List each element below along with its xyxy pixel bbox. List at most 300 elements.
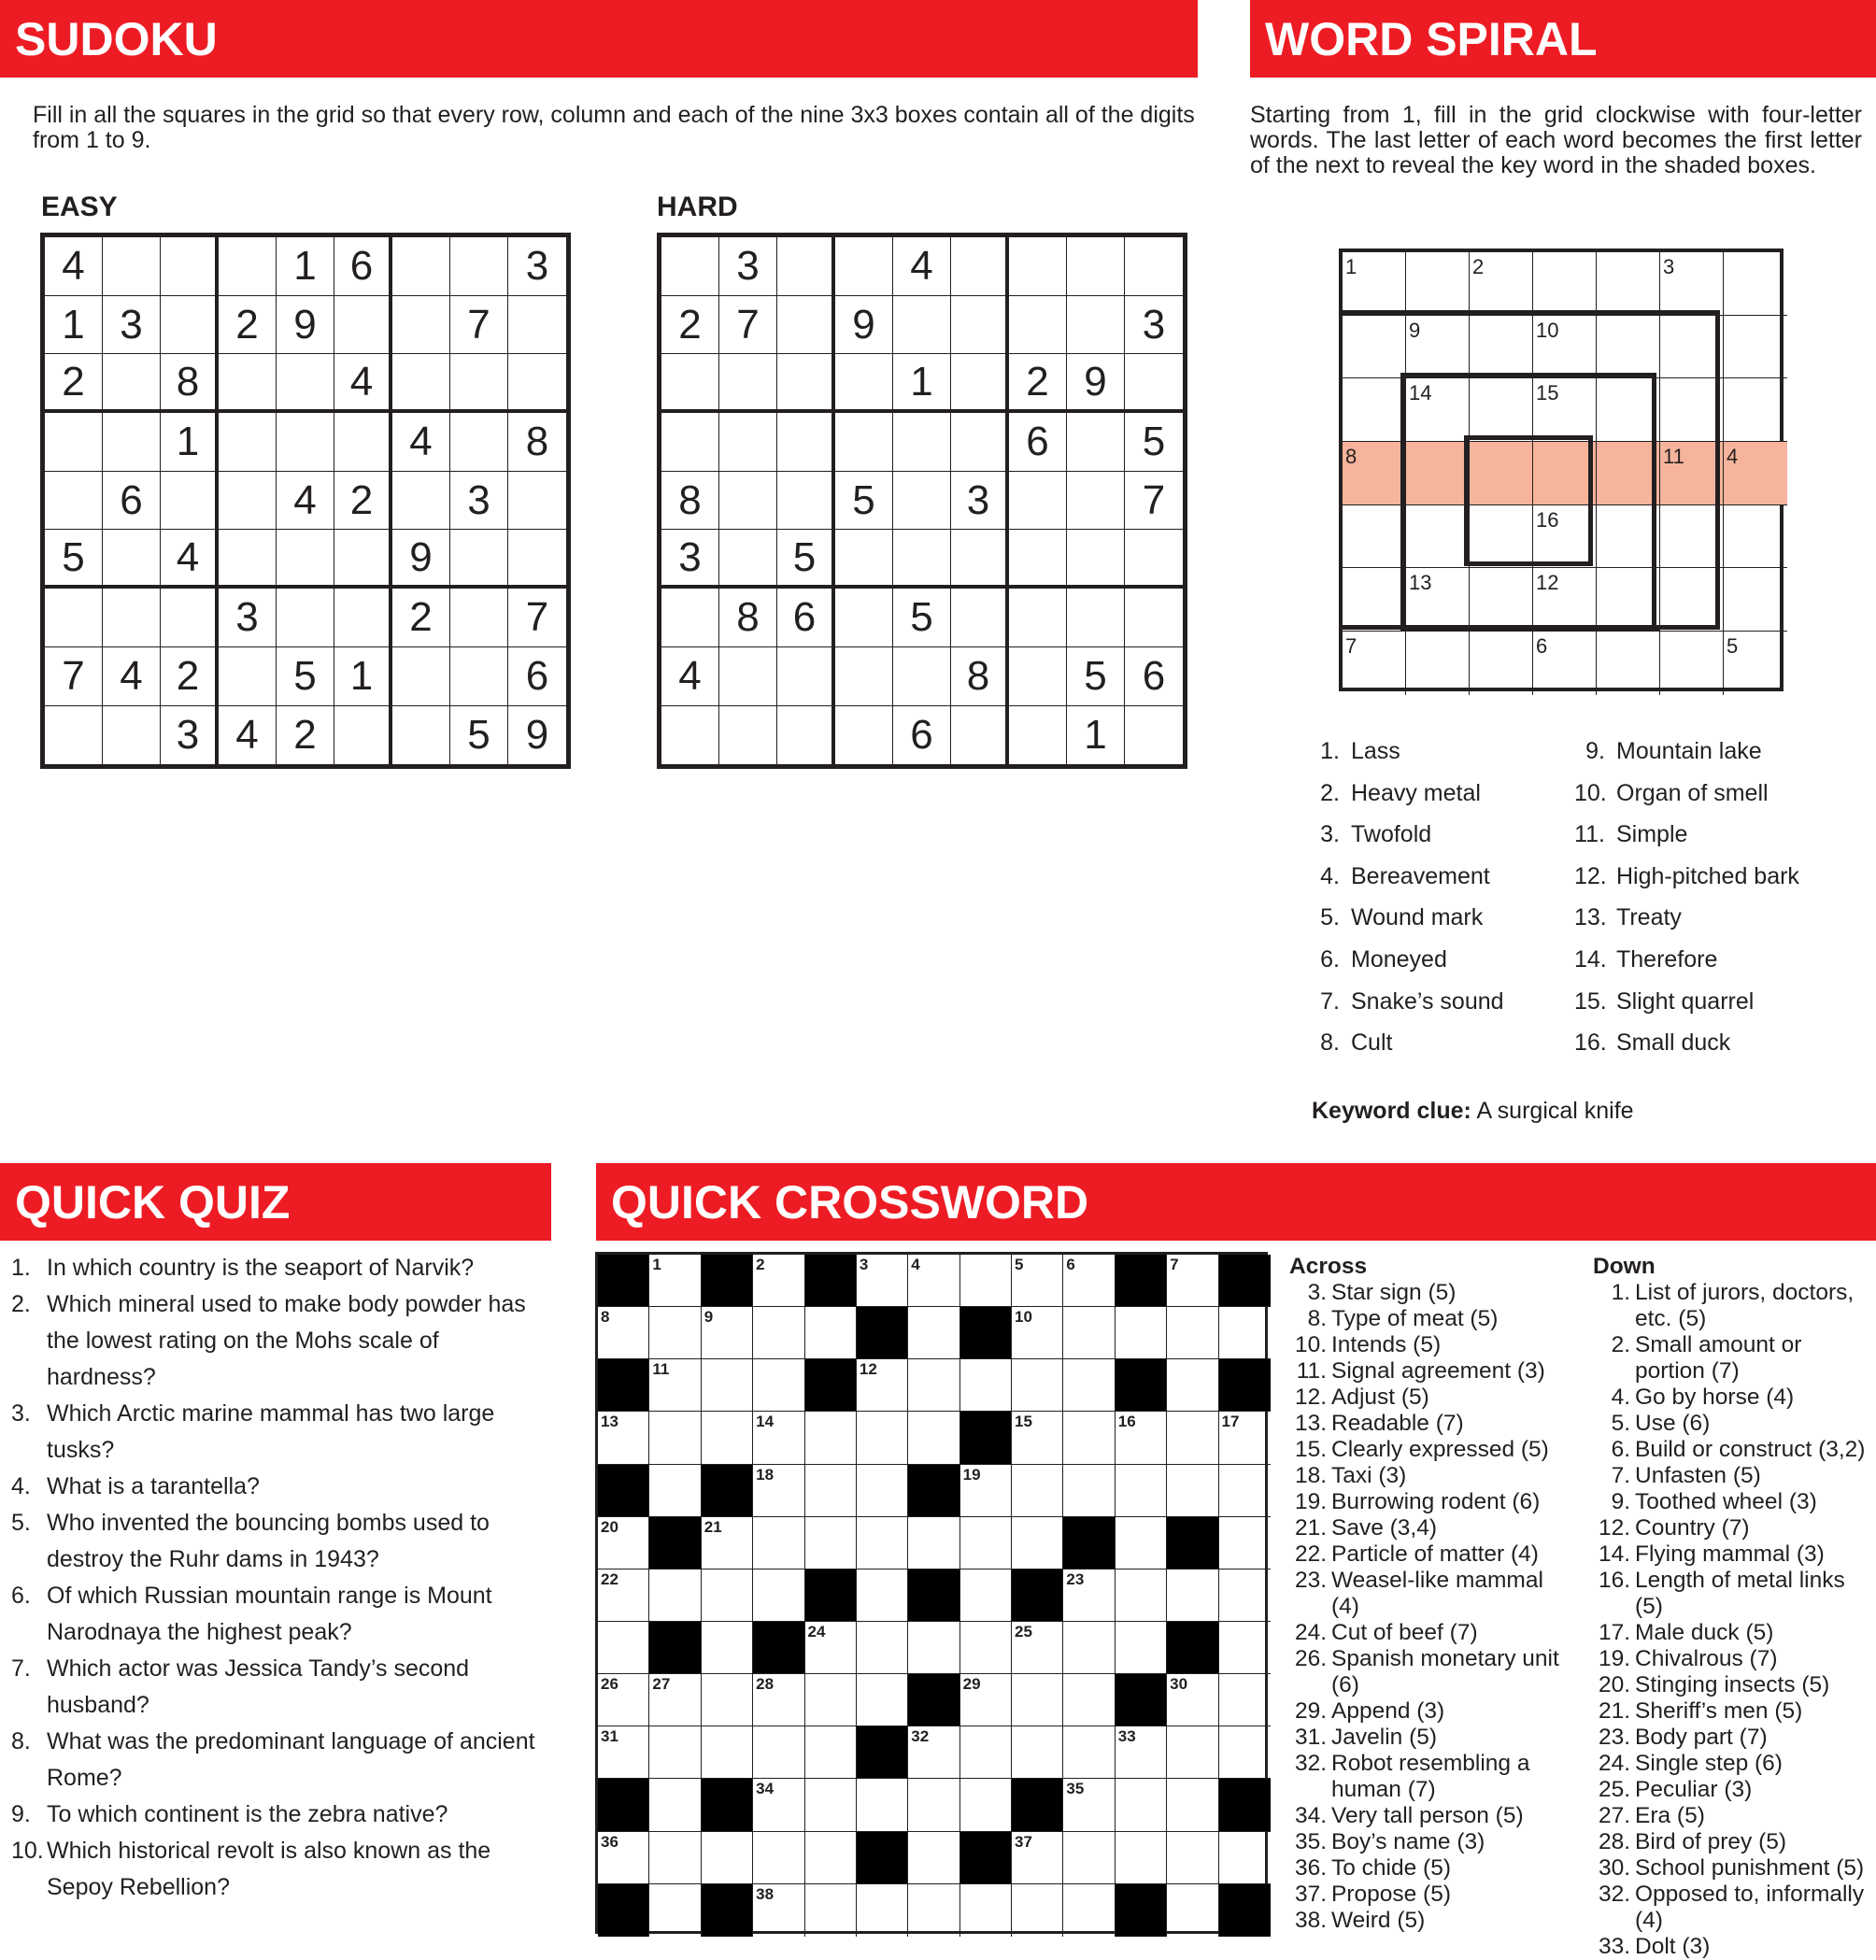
sudoku-cell[interactable]: 2 <box>277 706 334 765</box>
spiral-cell[interactable] <box>1533 252 1597 316</box>
crossword-cell[interactable] <box>702 1412 753 1464</box>
crossword-cell[interactable] <box>598 1517 649 1569</box>
sudoku-cell[interactable]: 5 <box>45 530 103 589</box>
crossword-cell[interactable] <box>702 1622 753 1674</box>
sudoku-cell[interactable] <box>277 530 334 589</box>
crossword-cell[interactable] <box>702 1569 753 1622</box>
spiral-cell[interactable] <box>1660 442 1724 505</box>
crossword-cell[interactable] <box>805 1726 857 1779</box>
crossword-cell[interactable] <box>1167 1412 1218 1464</box>
crossword-cell[interactable] <box>598 1412 649 1464</box>
crossword-cell[interactable] <box>753 1255 804 1307</box>
crossword-cell[interactable] <box>598 1622 649 1674</box>
sudoku-cell[interactable] <box>392 237 450 296</box>
sudoku-cell[interactable]: 3 <box>508 237 566 296</box>
sudoku-cell[interactable]: 3 <box>450 472 508 531</box>
sudoku-cell[interactable] <box>508 530 566 589</box>
crossword-cell[interactable] <box>857 1779 908 1831</box>
sudoku-cell[interactable] <box>893 647 951 706</box>
crossword-cell[interactable] <box>857 1622 908 1674</box>
crossword-cell[interactable] <box>753 1517 804 1569</box>
spiral-cell[interactable] <box>1470 632 1533 695</box>
spiral-cell[interactable] <box>1406 378 1470 442</box>
crossword-cell[interactable] <box>1167 1307 1218 1359</box>
crossword-cell[interactable] <box>1219 1622 1271 1674</box>
sudoku-cell[interactable] <box>508 472 566 531</box>
sudoku-cell[interactable]: 7 <box>719 296 777 355</box>
spiral-cell[interactable] <box>1343 505 1406 569</box>
crossword-cell[interactable] <box>960 1726 1012 1779</box>
sudoku-cell[interactable]: 7 <box>508 589 566 647</box>
crossword-cell[interactable] <box>1219 1569 1271 1622</box>
crossword-cell[interactable] <box>702 1359 753 1412</box>
crossword-cell[interactable] <box>1167 1674 1218 1726</box>
sudoku-cell[interactable] <box>103 589 161 647</box>
crossword-cell[interactable] <box>805 1465 857 1517</box>
spiral-cell[interactable] <box>1724 316 1787 379</box>
sudoku-cell[interactable] <box>893 296 951 355</box>
sudoku-cell[interactable] <box>450 589 508 647</box>
crossword-cell[interactable] <box>649 1884 701 1937</box>
spiral-cell[interactable] <box>1343 378 1406 442</box>
crossword-cell[interactable] <box>1012 1359 1063 1412</box>
spiral-cell[interactable] <box>1470 378 1533 442</box>
crossword-cell[interactable] <box>1219 1726 1271 1779</box>
sudoku-cell[interactable]: 5 <box>1125 413 1183 472</box>
crossword-cell[interactable] <box>1063 1359 1115 1412</box>
sudoku-cell[interactable] <box>777 472 835 531</box>
crossword-cell[interactable] <box>1116 1517 1167 1569</box>
sudoku-cell[interactable] <box>1067 589 1125 647</box>
spiral-cell[interactable] <box>1406 568 1470 632</box>
sudoku-cell[interactable] <box>1067 413 1125 472</box>
sudoku-cell[interactable]: 8 <box>719 589 777 647</box>
spiral-cell[interactable] <box>1533 568 1597 632</box>
crossword-cell[interactable] <box>753 1779 804 1831</box>
crossword-cell[interactable] <box>908 1779 959 1831</box>
sudoku-cell[interactable]: 2 <box>161 647 219 706</box>
sudoku-cell[interactable] <box>777 647 835 706</box>
sudoku-cell[interactable] <box>392 296 450 355</box>
spiral-cell[interactable] <box>1660 316 1724 379</box>
sudoku-cell[interactable]: 7 <box>1125 472 1183 531</box>
crossword-cell[interactable] <box>1012 1674 1063 1726</box>
crossword-cell[interactable] <box>598 1674 649 1726</box>
crossword-cell[interactable] <box>1167 1726 1218 1779</box>
crossword-cell[interactable] <box>1116 1832 1167 1884</box>
crossword-cell[interactable] <box>1219 1307 1271 1359</box>
spiral-cell[interactable] <box>1343 632 1406 695</box>
spiral-cell[interactable] <box>1724 505 1787 569</box>
sudoku-cell[interactable]: 4 <box>219 706 277 765</box>
crossword-cell[interactable] <box>960 1517 1012 1569</box>
sudoku-cell[interactable] <box>219 237 277 296</box>
sudoku-cell[interactable] <box>661 589 719 647</box>
sudoku-cell[interactable]: 1 <box>893 354 951 413</box>
sudoku-cell[interactable] <box>1125 589 1183 647</box>
crossword-cell[interactable] <box>1063 1465 1115 1517</box>
spiral-cell[interactable] <box>1724 632 1787 695</box>
spiral-cell[interactable] <box>1470 505 1533 569</box>
spiral-cell[interactable] <box>1533 632 1597 695</box>
crossword-cell[interactable] <box>1167 1832 1218 1884</box>
sudoku-cell[interactable] <box>103 354 161 413</box>
crossword-cell[interactable] <box>649 1307 701 1359</box>
crossword-cell[interactable] <box>857 1884 908 1937</box>
sudoku-cell[interactable]: 5 <box>277 647 334 706</box>
crossword-cell[interactable] <box>1063 1569 1115 1622</box>
crossword-cell[interactable] <box>857 1412 908 1464</box>
crossword-cell[interactable] <box>1116 1726 1167 1779</box>
sudoku-cell[interactable] <box>1009 647 1067 706</box>
sudoku-cell[interactable] <box>661 354 719 413</box>
sudoku-cell[interactable] <box>1009 530 1067 589</box>
sudoku-cell[interactable] <box>219 530 277 589</box>
sudoku-cell[interactable] <box>951 354 1009 413</box>
sudoku-cell[interactable] <box>835 413 893 472</box>
crossword-cell[interactable] <box>805 1517 857 1569</box>
sudoku-cell[interactable]: 7 <box>450 296 508 355</box>
crossword-cell[interactable] <box>1012 1307 1063 1359</box>
crossword-cell[interactable] <box>753 1465 804 1517</box>
crossword-cell[interactable] <box>805 1412 857 1464</box>
crossword-cell[interactable] <box>805 1832 857 1884</box>
sudoku-cell[interactable]: 9 <box>525 711 549 758</box>
sudoku-cell[interactable] <box>951 589 1009 647</box>
sudoku-cell[interactable]: 8 <box>161 354 219 413</box>
crossword-cell[interactable] <box>649 1255 701 1307</box>
crossword-cell[interactable] <box>702 1307 753 1359</box>
sudoku-cell[interactable]: 8 <box>951 647 1009 706</box>
sudoku-cell[interactable]: 3 <box>719 237 777 296</box>
sudoku-cell[interactable]: 4 <box>334 354 392 413</box>
sudoku-cell[interactable]: 1 <box>45 296 103 355</box>
sudoku-cell[interactable] <box>1125 237 1183 296</box>
sudoku-cell[interactable] <box>392 706 450 765</box>
crossword-cell[interactable] <box>960 1255 1012 1307</box>
crossword-cell[interactable] <box>1167 1779 1218 1831</box>
crossword-cell[interactable] <box>1167 1359 1218 1412</box>
crossword-cell[interactable] <box>1219 1517 1271 1569</box>
spiral-cell[interactable] <box>1597 632 1660 695</box>
sudoku-cell[interactable] <box>835 354 893 413</box>
sudoku-cell[interactable]: 9 <box>835 296 893 355</box>
crossword-cell[interactable] <box>1063 1622 1115 1674</box>
crossword-cell[interactable] <box>908 1726 959 1779</box>
crossword-cell[interactable] <box>857 1517 908 1569</box>
crossword-cell[interactable] <box>649 1779 701 1831</box>
crossword-cell[interactable] <box>702 1674 753 1726</box>
crossword-cell[interactable] <box>598 1726 649 1779</box>
sudoku-cell[interactable] <box>219 472 277 531</box>
crossword-cell[interactable] <box>598 1832 649 1884</box>
sudoku-cell[interactable] <box>835 647 893 706</box>
spiral-cell[interactable] <box>1406 252 1470 316</box>
sudoku-cell[interactable]: 4 <box>392 413 450 472</box>
sudoku-cell[interactable]: 4 <box>103 647 161 706</box>
sudoku-cell[interactable] <box>103 413 161 472</box>
sudoku-cell[interactable] <box>1009 472 1067 531</box>
sudoku-cell[interactable] <box>1125 706 1183 765</box>
sudoku-cell[interactable] <box>835 706 893 765</box>
sudoku-cell[interactable]: 5 <box>835 472 893 531</box>
sudoku-cell[interactable] <box>508 296 566 355</box>
crossword-cell[interactable] <box>805 1307 857 1359</box>
sudoku-cell[interactable] <box>835 530 893 589</box>
spiral-cell[interactable] <box>1470 252 1533 316</box>
crossword-cell[interactable] <box>1116 1465 1167 1517</box>
crossword-cell[interactable] <box>1012 1517 1063 1569</box>
sudoku-cell[interactable] <box>334 296 392 355</box>
sudoku-cell[interactable]: 1 <box>161 413 219 472</box>
crossword-cell[interactable] <box>1116 1622 1167 1674</box>
spiral-cell[interactable] <box>1597 316 1660 379</box>
sudoku-cell[interactable]: 8 <box>661 472 719 531</box>
sudoku-cell[interactable] <box>103 530 161 589</box>
crossword-cell[interactable] <box>1116 1779 1167 1831</box>
sudoku-cell[interactable] <box>661 237 719 296</box>
spiral-cell[interactable] <box>1343 568 1406 632</box>
crossword-cell[interactable] <box>1063 1255 1115 1307</box>
sudoku-cell[interactable] <box>103 237 161 296</box>
crossword-cell[interactable] <box>753 1359 804 1412</box>
crossword-cell[interactable] <box>1116 1569 1167 1622</box>
crossword-cell[interactable] <box>1012 1726 1063 1779</box>
crossword-cell[interactable] <box>960 1569 1012 1622</box>
sudoku-cell[interactable] <box>334 589 392 647</box>
crossword-cell[interactable] <box>649 1359 701 1412</box>
spiral-cell[interactable] <box>1470 316 1533 379</box>
sudoku-cell[interactable] <box>1009 589 1067 647</box>
crossword-cell[interactable] <box>1063 1726 1115 1779</box>
sudoku-cell[interactable]: 2 <box>1009 354 1067 413</box>
spiral-cell[interactable] <box>1533 378 1597 442</box>
crossword-cell[interactable] <box>753 1569 804 1622</box>
sudoku-cell[interactable] <box>161 296 219 355</box>
sudoku-cell[interactable] <box>1009 237 1067 296</box>
crossword-cell[interactable] <box>908 1412 959 1464</box>
spiral-cell[interactable] <box>1343 316 1406 379</box>
sudoku-cell[interactable] <box>161 589 219 647</box>
crossword-cell[interactable] <box>960 1622 1012 1674</box>
spiral-cell[interactable] <box>1724 568 1787 632</box>
sudoku-cell[interactable] <box>508 354 566 413</box>
spiral-cell[interactable] <box>1660 568 1724 632</box>
sudoku-cell[interactable]: 3 <box>161 706 219 765</box>
spiral-cell[interactable] <box>1597 378 1660 442</box>
sudoku-cell[interactable]: 6 <box>334 237 392 296</box>
spiral-cell[interactable] <box>1406 442 1470 505</box>
sudoku-cell[interactable]: 9 <box>277 296 334 355</box>
crossword-cell[interactable] <box>805 1884 857 1937</box>
sudoku-cell[interactable]: 4 <box>277 472 334 531</box>
sudoku-cell[interactable]: 6 <box>777 589 835 647</box>
crossword-cell[interactable] <box>1167 1884 1218 1937</box>
crossword-cell[interactable] <box>1012 1622 1063 1674</box>
sudoku-cell[interactable] <box>45 413 103 472</box>
sudoku-cell[interactable] <box>450 647 508 706</box>
spiral-cell[interactable] <box>1470 442 1533 505</box>
crossword-cell[interactable] <box>1012 1832 1063 1884</box>
crossword-cell[interactable] <box>857 1465 908 1517</box>
crossword-cell[interactable] <box>1167 1255 1218 1307</box>
crossword-cell[interactable] <box>1219 1465 1271 1517</box>
crossword-cell[interactable] <box>805 1674 857 1726</box>
sudoku-cell[interactable] <box>334 530 392 589</box>
spiral-cell[interactable] <box>1470 568 1533 632</box>
sudoku-cell[interactable]: 3 <box>951 472 1009 531</box>
spiral-cell[interactable] <box>1724 252 1787 316</box>
spiral-cell[interactable] <box>1533 442 1597 505</box>
sudoku-cell[interactable] <box>392 472 450 531</box>
sudoku-cell[interactable]: 4 <box>661 647 719 706</box>
crossword-cell[interactable] <box>908 1884 959 1937</box>
sudoku-cell[interactable]: 3 <box>219 589 277 647</box>
crossword-cell[interactable] <box>960 1465 1012 1517</box>
sudoku-cell[interactable]: 3 <box>103 296 161 355</box>
sudoku-cell[interactable] <box>893 530 951 589</box>
crossword-cell[interactable] <box>1116 1307 1167 1359</box>
sudoku-cell[interactable] <box>1125 354 1183 413</box>
crossword-cell[interactable] <box>753 1726 804 1779</box>
sudoku-cell[interactable] <box>661 706 719 765</box>
sudoku-cell[interactable] <box>277 354 334 413</box>
sudoku-cell[interactable] <box>777 413 835 472</box>
sudoku-cell[interactable]: 5 <box>893 589 951 647</box>
spiral-cell[interactable] <box>1597 568 1660 632</box>
sudoku-cell[interactable]: 6 <box>1009 413 1067 472</box>
sudoku-cell[interactable]: 3 <box>1125 296 1183 355</box>
crossword-cell[interactable] <box>649 1465 701 1517</box>
sudoku-cell[interactable] <box>719 647 777 706</box>
sudoku-cell[interactable]: 2 <box>219 296 277 355</box>
crossword-cell[interactable] <box>908 1832 959 1884</box>
crossword-cell[interactable] <box>1219 1412 1271 1464</box>
sudoku-cell[interactable] <box>1009 296 1067 355</box>
crossword-cell[interactable] <box>1116 1412 1167 1464</box>
crossword-cell[interactable] <box>805 1622 857 1674</box>
sudoku-cell[interactable] <box>1067 296 1125 355</box>
crossword-cell[interactable] <box>908 1622 959 1674</box>
crossword-cell[interactable] <box>908 1517 959 1569</box>
crossword-cell[interactable] <box>805 1779 857 1831</box>
sudoku-cell[interactable]: 5 <box>777 530 835 589</box>
spiral-cell[interactable] <box>1597 505 1660 569</box>
sudoku-cell[interactable] <box>219 354 277 413</box>
sudoku-cell[interactable] <box>719 530 777 589</box>
sudoku-cell[interactable] <box>450 413 508 472</box>
sudoku-cell[interactable]: 2 <box>45 354 103 413</box>
sudoku-cell[interactable]: 6 <box>508 647 566 706</box>
sudoku-cell[interactable] <box>951 237 1009 296</box>
sudoku-cell[interactable] <box>719 354 777 413</box>
sudoku-cell[interactable] <box>392 647 450 706</box>
sudoku-cell[interactable]: 1 <box>334 647 392 706</box>
crossword-cell[interactable] <box>960 1779 1012 1831</box>
sudoku-cell[interactable] <box>103 706 161 765</box>
crossword-cell[interactable] <box>1063 1307 1115 1359</box>
crossword-cell[interactable] <box>753 1832 804 1884</box>
spiral-cell[interactable] <box>1660 632 1724 695</box>
crossword-cell[interactable] <box>598 1569 649 1622</box>
spiral-cell[interactable] <box>1406 505 1470 569</box>
sudoku-cell[interactable]: 4 <box>45 237 103 296</box>
crossword-cell[interactable] <box>1167 1465 1218 1517</box>
crossword-cell[interactable] <box>908 1307 959 1359</box>
crossword-cell[interactable] <box>753 1884 804 1937</box>
sudoku-cell[interactable]: 2 <box>334 472 392 531</box>
sudoku-cell[interactable] <box>951 530 1009 589</box>
crossword-cell[interactable] <box>649 1726 701 1779</box>
crossword-cell[interactable] <box>857 1569 908 1622</box>
sudoku-cell[interactable] <box>719 706 777 765</box>
sudoku-cell[interactable] <box>777 706 835 765</box>
crossword-cell[interactable] <box>1063 1884 1115 1937</box>
sudoku-cell[interactable]: 6 <box>103 472 161 531</box>
crossword-cell[interactable] <box>753 1412 804 1464</box>
spiral-cell[interactable] <box>1724 378 1787 442</box>
sudoku-cell[interactable] <box>277 413 334 472</box>
spiral-cell[interactable] <box>1343 442 1406 505</box>
crossword-cell[interactable] <box>702 1832 753 1884</box>
spiral-cell[interactable] <box>1406 632 1470 695</box>
sudoku-cell[interactable]: 6 <box>893 706 951 765</box>
sudoku-cell[interactable]: 2 <box>392 589 450 647</box>
crossword-cell[interactable] <box>649 1412 701 1464</box>
spiral-cell[interactable] <box>1533 505 1597 569</box>
crossword-cell[interactable] <box>908 1255 959 1307</box>
sudoku-cell[interactable] <box>219 647 277 706</box>
crossword-cell[interactable] <box>649 1569 701 1622</box>
spiral-cell[interactable] <box>1597 442 1660 505</box>
spiral-cell[interactable] <box>1660 505 1724 569</box>
sudoku-cell[interactable] <box>777 237 835 296</box>
sudoku-cell[interactable]: 1 <box>277 237 334 296</box>
spiral-cell[interactable] <box>1660 378 1724 442</box>
sudoku-cell[interactable] <box>219 413 277 472</box>
sudoku-cell[interactable] <box>45 589 103 647</box>
sudoku-cell[interactable] <box>334 413 392 472</box>
sudoku-cell[interactable] <box>893 472 951 531</box>
sudoku-cell[interactable] <box>1009 706 1067 765</box>
crossword-cell[interactable] <box>1063 1412 1115 1464</box>
crossword-cell[interactable] <box>1063 1779 1115 1831</box>
sudoku-cell[interactable] <box>777 296 835 355</box>
sudoku-cell[interactable] <box>45 472 103 531</box>
crossword-cell[interactable] <box>1219 1674 1271 1726</box>
crossword-cell[interactable] <box>702 1517 753 1569</box>
crossword-cell[interactable] <box>960 1674 1012 1726</box>
crossword-cell[interactable] <box>857 1674 908 1726</box>
sudoku-cell[interactable] <box>334 706 392 765</box>
crossword-cell[interactable] <box>1012 1884 1063 1937</box>
sudoku-cell[interactable] <box>719 413 777 472</box>
sudoku-cell[interactable]: 3 <box>661 530 719 589</box>
spiral-cell[interactable] <box>1724 442 1787 505</box>
sudoku-cell[interactable]: 5 <box>450 706 508 765</box>
sudoku-cell[interactable] <box>450 530 508 589</box>
crossword-cell[interactable] <box>1219 1832 1271 1884</box>
crossword-cell[interactable] <box>649 1832 701 1884</box>
sudoku-cell[interactable] <box>45 706 103 765</box>
crossword-cell[interactable] <box>753 1307 804 1359</box>
crossword-cell[interactable] <box>908 1359 959 1412</box>
sudoku-cell[interactable]: 8 <box>508 413 566 472</box>
sudoku-cell[interactable]: 2 <box>661 296 719 355</box>
sudoku-cell[interactable] <box>661 413 719 472</box>
crossword-cell[interactable] <box>857 1359 908 1412</box>
sudoku-cell[interactable] <box>835 237 893 296</box>
